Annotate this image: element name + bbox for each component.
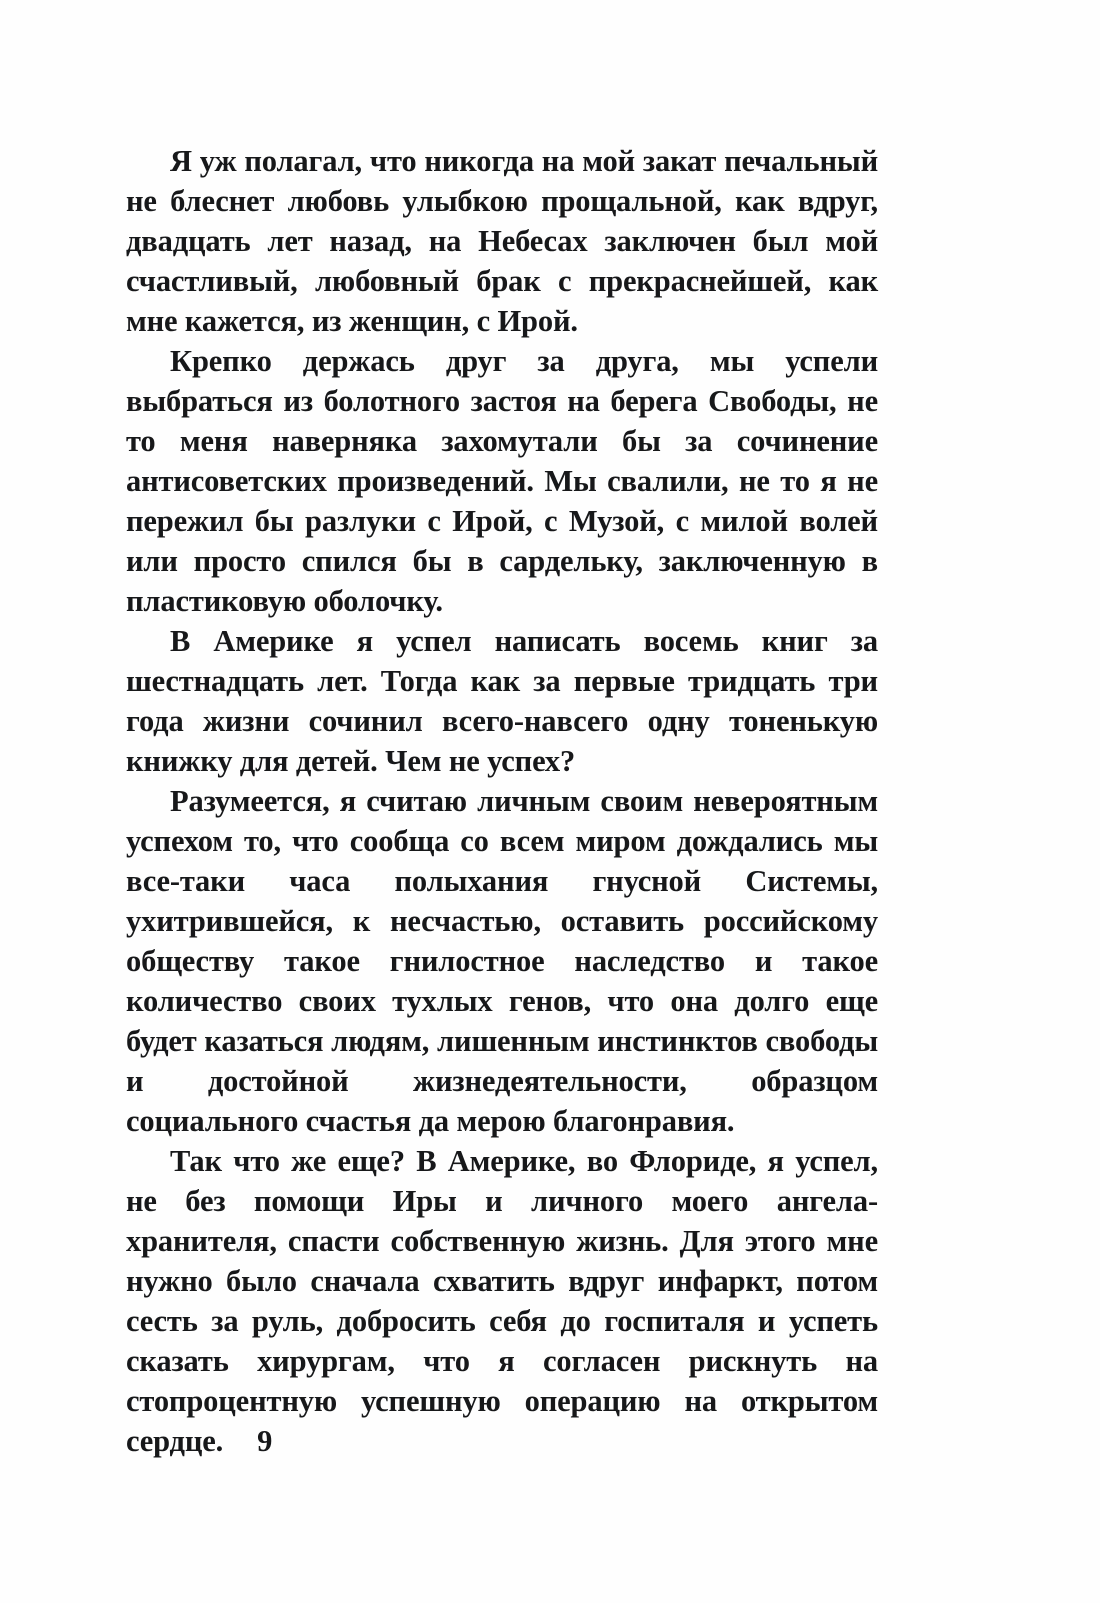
paragraph-1: Я уж полагал, что никогда на мой закат печальный не блеснет любовь улыбкою прощальной, как вдруг, двадцать лет назад, на Небесах заключен был мой счастливый, любовный брак с прекраснейшей, как мне кажется, из женщин, с Ирой. [126,144,878,338]
paragraph-2: Крепко держась друг за друга, мы успели выбраться из болотного застоя на берега Свободы, не то меня наверняка захомутали бы за сочинение антисоветских произведений. Мы свалили, не то я не пережил бы разлуки с Ирой, с Музой, с милой волей или просто спился бы в сардельку, заключенную в пластиковую оболочку. [126,344,878,618]
paragraph-3: В Америке я успел написать восемь книг за шестнадцать лет. Тогда как за первые тридцать три года жизни сочинил всего-навсего одну тоненькую книжку для детей. Чем не успех? [126,624,878,778]
page-number: 9 [257,1424,273,1458]
page-text-block [126,141,878,1501]
paragraph-4: Разумеется, я считаю личным своим невероятным успехом то, что сообща со всем миром дождались мы все-таки часа полыхания гнусной Системы, ухитрившейся, к несчастью, оставить российскому обществу такое гнилостное наследство и такое количество своих тухлых генов, что она долго еще будет казаться людям, лишенным инстинктов свободы и достойной жизнедеятельности, образцом социального счастья да мерою благонравия. [126,784,878,1138]
paragraph-5 [126,1141,878,1501]
paragraph-5-text: Так что же еще? В Америке, во Флориде, я успел, не без помощи Иры и личного моего ангела-хранителя, спасти собственную жизнь. Для этого мне нужно было сначала схватить вдруг инфаркт, потом сесть за руль, добросить себя до госпиталя и успеть сказать хирургам, что я согласен рискнуть на стопроцентную успешную операцию на открытом сердце. [126,1144,878,1458]
